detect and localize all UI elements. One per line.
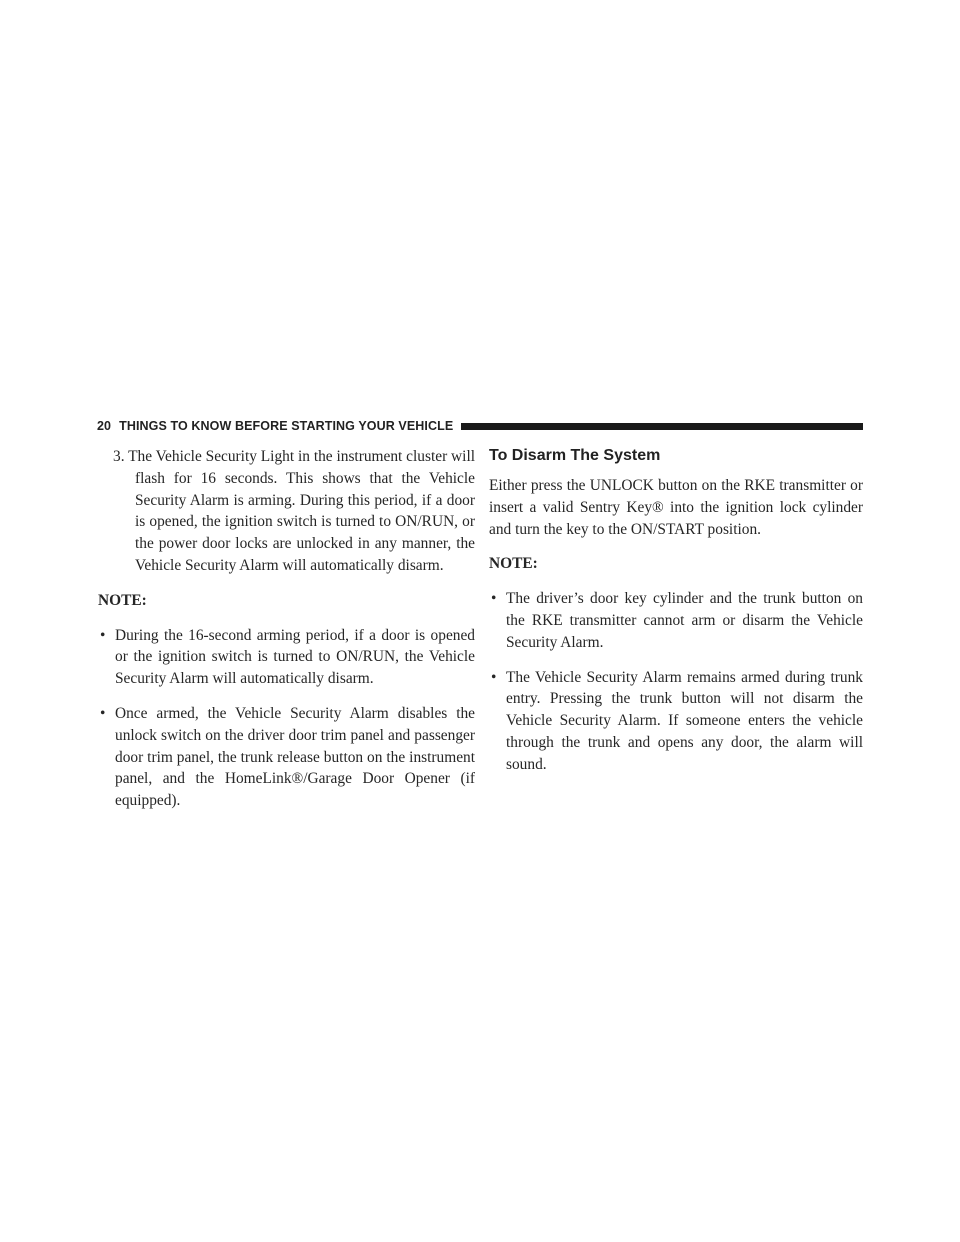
list-item [98, 625, 475, 690]
note-bullet-list [489, 588, 863, 775]
list-item [489, 588, 863, 653]
bullet-glyph: • [491, 590, 497, 608]
list-item-text: The driver’s door key cylinder and the trunk button on the RKE transmitter cannot arm or disarm the Vehicle Security Alarm. [506, 590, 863, 651]
header-rule [461, 423, 863, 430]
page-header [97, 415, 863, 437]
list-item-text: Once armed, the Vehicle Security Alarm disables the unlock switch on the driver door trim panel and passenger door trim panel, the trunk release button on the instrument panel, and the HomeLink®/Garage Door Opener (if equipped). [115, 704, 475, 810]
left-column [98, 446, 475, 825]
numbered-step-3: 3. The Vehicle Security Light in the instrument cluster will flash for 16 seconds. This shows that the Vehicle Security Alarm is arming. During this period, if a door is opened, the ignition switch is turned to ON/RUN, or the power door locks are unlocked in any manner, the Vehicle Security Alarm will automatically disarm. [113, 448, 475, 574]
right-column [489, 446, 863, 789]
list-item-text: The Vehicle Security Alarm remains armed during trunk entry. Pressing the trunk button will not disarm the Vehicle Security Alarm. If someone enters the vehicle through the trunk and opens any door, the alarm will sound. [506, 668, 863, 773]
body-paragraph: Either press the UNLOCK button on the RKE transmitter or insert a valid Sentry Key® into the ignition lock cylinder and turn the key to the ON/START position. [489, 477, 863, 538]
section-title: THINGS TO KNOW BEFORE STARTING YOUR VEHICLE [119, 419, 454, 433]
list-item [489, 667, 863, 776]
page-number: 20 [97, 419, 112, 433]
bullet-glyph: • [491, 668, 497, 686]
list-item [98, 703, 475, 812]
note-label: NOTE: [98, 591, 147, 609]
section-heading: To Disarm The System [489, 447, 661, 464]
note-bullet-list [98, 625, 475, 812]
note-label: NOTE: [489, 555, 538, 573]
bullet-glyph: • [100, 704, 106, 722]
bullet-glyph: • [100, 626, 106, 644]
list-item-text: During the 16-second arming period, if a door is opened or the ignition switch is turned to ON/RUN, the Vehicle Security Alarm will automatically disarm. [115, 626, 475, 688]
